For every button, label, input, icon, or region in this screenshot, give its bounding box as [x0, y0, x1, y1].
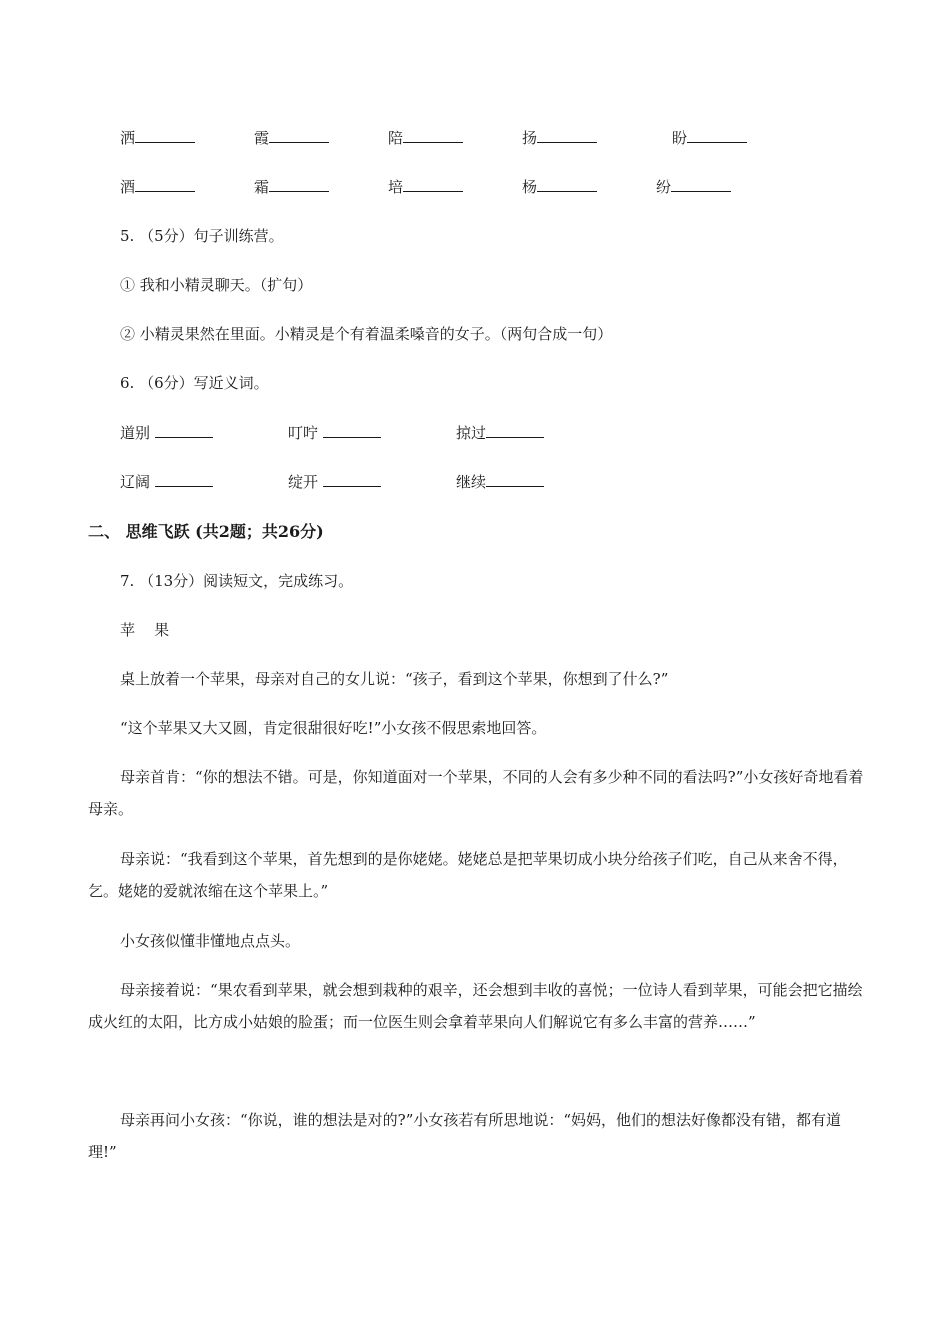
char-label: 酒: [120, 178, 136, 196]
char-item: [522, 128, 597, 148]
question-5-item-1: ① 我和小精灵聊天。（扩句）: [120, 276, 313, 294]
answer-blank[interactable]: [687, 128, 747, 143]
char-label: 纷: [656, 178, 672, 196]
answer-blank[interactable]: [403, 128, 463, 143]
answer-blank[interactable]: [135, 177, 195, 192]
answer-blank[interactable]: [155, 423, 213, 438]
answer-blank[interactable]: [155, 472, 213, 487]
synonym-item: [120, 472, 213, 492]
passage-paragraph: 小女孩似懂非懂地点点头。: [120, 932, 301, 950]
answer-blank[interactable]: [537, 177, 597, 192]
question-5-title: 5. （5分）句子训练营。: [120, 227, 284, 245]
char-label: 霜: [254, 178, 270, 196]
char-item: [120, 128, 195, 148]
char-item: [388, 128, 463, 148]
char-item: [388, 177, 463, 197]
answer-blank[interactable]: [403, 177, 463, 192]
passage-paragraph: 桌上放着一个苹果，母亲对自己的女儿说：“孩子，看到这个苹果，你想到了什么?”: [120, 670, 669, 688]
passage-paragraph: 母亲说：“我看到这个苹果，首先想到的是你姥姥。姥姥总是把苹果切成小块分给孩子们吃，自己从来舍不得，乞。姥姥的爱就浓缩在这个苹果上。”: [88, 850, 848, 900]
answer-blank[interactable]: [323, 472, 381, 487]
char-label: 洒: [120, 129, 136, 147]
question-6-title: 6. （6分）写近义词。: [120, 374, 269, 392]
answer-blank[interactable]: [135, 128, 195, 143]
answer-blank[interactable]: [486, 472, 544, 487]
synonym-word: 继续: [456, 473, 487, 491]
passage-paragraph: 母亲首肯：“你的想法不错。可是，你知道面对一个苹果，不同的人会有多少种不同的看法吗?”小女孩好奇地看着母亲。: [88, 768, 864, 818]
char-item: [254, 128, 329, 148]
answer-blank[interactable]: [323, 423, 381, 438]
char-label: 培: [388, 178, 404, 196]
synonym-word: 道别: [120, 424, 151, 442]
passage-paragraph: 母亲接着说：“果农看到苹果，就会想到栽种的艰辛，还会想到丰收的喜悦；一位诗人看到苹果，可能会把它描绘成火红的太阳，比方成小姑娘的脸蛋；而一位医生则会拿着苹果向人们解说它有多么丰富的营养……”: [88, 981, 863, 1031]
passage-paragraph: 母亲再问小女孩：“你说，谁的想法是对的?”小女孩若有所思地说：“妈妈，他们的想法好像都没有错，都有道理!”: [88, 1111, 842, 1161]
question-5-item-2: ② 小精灵果然在里面。小精灵是个有着温柔嗓音的女子。（两句合成一句）: [120, 325, 613, 343]
question-7-title: 7. （13分）阅读短文，完成练习。: [120, 572, 354, 590]
synonym-word: 绽开: [288, 473, 319, 491]
answer-blank[interactable]: [486, 423, 544, 438]
synonym-word: 掠过: [456, 424, 487, 442]
synonym-item: [288, 472, 381, 492]
char-label: 陪: [388, 129, 404, 147]
char-item: [254, 177, 329, 197]
synonym-item: [456, 472, 544, 492]
synonym-word: 叮咛: [288, 424, 319, 442]
answer-blank[interactable]: [269, 177, 329, 192]
synonym-item: [288, 423, 381, 443]
passage-paragraph: “这个苹果又大又圆，肯定很甜很好吃!”小女孩不假思索地回答。: [120, 719, 547, 737]
char-label: 霞: [254, 129, 270, 147]
synonym-word: 辽阔: [120, 473, 151, 491]
char-label: 扬: [522, 129, 538, 147]
answer-blank[interactable]: [671, 177, 731, 192]
answer-blank[interactable]: [537, 128, 597, 143]
passage-title: 苹 果: [120, 621, 170, 639]
synonym-item: [120, 423, 213, 443]
char-item: [522, 177, 597, 197]
char-label: 杨: [522, 178, 538, 196]
char-label: 盼: [672, 129, 688, 147]
char-item: [672, 128, 747, 148]
answer-blank[interactable]: [269, 128, 329, 143]
char-item: [656, 177, 731, 197]
char-item: [120, 177, 195, 197]
section-2-heading: 二、 思维飞跃 (共2题；共26分): [88, 522, 324, 541]
synonym-item: [456, 423, 544, 443]
